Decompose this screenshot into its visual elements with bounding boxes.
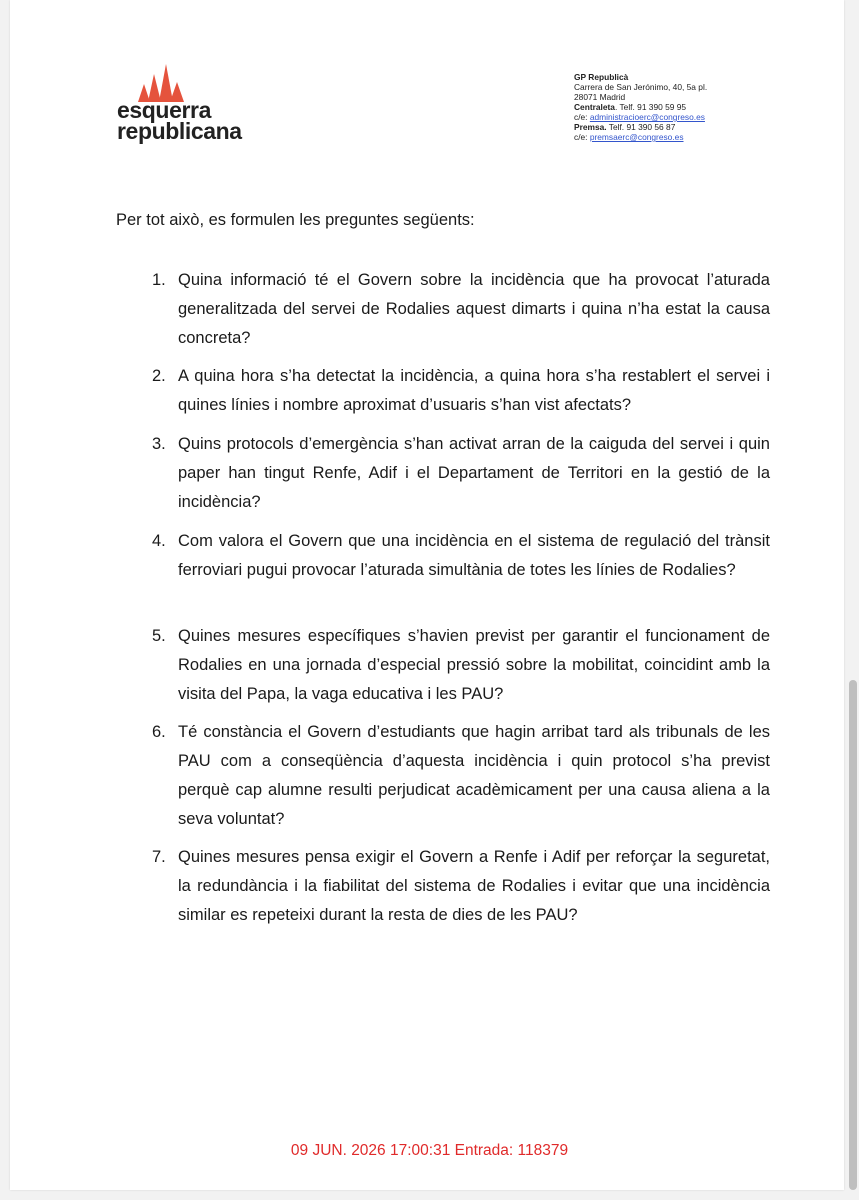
email-label-2: c/e: xyxy=(574,132,590,142)
logo-line-1: esquerra xyxy=(117,97,211,123)
question-item xyxy=(140,527,770,585)
question-number: 2. xyxy=(152,367,166,385)
registry-stamp: 09 JUN. 2026 17:00:31 Entrada: 118379 xyxy=(290,1142,569,1159)
question-text: Quina informació té el Govern sobre la incidència que ha provocat l’aturada generalitzada del servei de Rodalies aquest dimarts i quina n’ha estat la causa concreta? xyxy=(178,271,770,347)
contact-block xyxy=(574,72,707,142)
question-item xyxy=(140,266,770,353)
question-text: Quines mesures específiques s’havien previst per garantir el funcionament de Rodalies en una jornada d’especial pressió sobre la mobilitat, coincidint amb la visita del Papa, la vaga educativa i les PAU? xyxy=(178,627,770,703)
question-item xyxy=(140,843,770,930)
question-item xyxy=(140,622,770,709)
logo-wordmark xyxy=(117,97,242,144)
address-line-1: Carrera de San Jerónimo, 40, 5a pl. xyxy=(574,82,708,92)
premsa-label: Premsa. xyxy=(574,122,607,132)
question-item xyxy=(140,362,770,420)
email-label: c/e: xyxy=(574,112,590,122)
question-number: 7. xyxy=(152,848,166,866)
org-name: GP Republicà xyxy=(574,72,629,82)
email-link-admin[interactable]: administracioerc@congreso.es xyxy=(589,112,705,122)
question-number: 1. xyxy=(152,271,166,289)
party-logo xyxy=(117,64,267,149)
question-item xyxy=(140,430,770,517)
logo-line-2: republicana xyxy=(117,118,242,144)
scrollbar-thumb[interactable] xyxy=(849,680,857,1190)
scrollbar-track[interactable] xyxy=(847,0,859,1200)
question-text: Té constància el Govern d’estudiants que hagin arribat tard als tribunals de les PAU com a conseqüència d’aquesta incidència i quin protocol s’ha previst perquè cap alumne resulti perjudicat acadèmicament per una causa aliena a la seva voluntat? xyxy=(178,723,770,828)
question-text: Quines mesures pensa exigir el Govern a Renfe i Adif per reforçar la seguretat, la redundància i la fiabilitat del sistema de Rodalies i evitar que una incidència similar es repeteixi durant la resta de dies de les PAU? xyxy=(178,848,770,924)
question-number: 5. xyxy=(152,627,166,645)
centraleta-label: Centraleta xyxy=(574,102,615,112)
question-text: Quins protocols d’emergència s’han activat arran de la caiguda del servei i quin paper han tingut Renfe, Adif i el Departament de Territori en la gestió de la incidència? xyxy=(178,435,770,511)
question-item xyxy=(140,718,770,834)
email-link-premsa[interactable]: premsaerc@congreso.es xyxy=(589,132,684,142)
question-number: 3. xyxy=(152,435,166,453)
centraleta-phone: . Telf. 91 390 59 95 xyxy=(614,102,687,112)
question-number: 6. xyxy=(152,723,166,741)
document-page xyxy=(10,0,844,1190)
address-line-2: 28071 Madrid xyxy=(574,92,626,102)
premsa-phone: Telf. 91 390 56 87 xyxy=(606,122,676,132)
question-text: Com valora el Govern que una incidència en el sistema de regulació del trànsit ferroviari pugui provocar l’aturada simultània de totes les línies de Rodalies? xyxy=(178,532,770,579)
question-number: 4. xyxy=(152,532,166,550)
question-text: A quina hora s’ha detectat la incidència, a quina hora s’ha restablert el servei i quines línies i nombre aproximat d’usuaris s’han vist afectats? xyxy=(178,367,770,414)
intro-text: Per tot això, es formulen les preguntes següents: xyxy=(116,211,475,229)
